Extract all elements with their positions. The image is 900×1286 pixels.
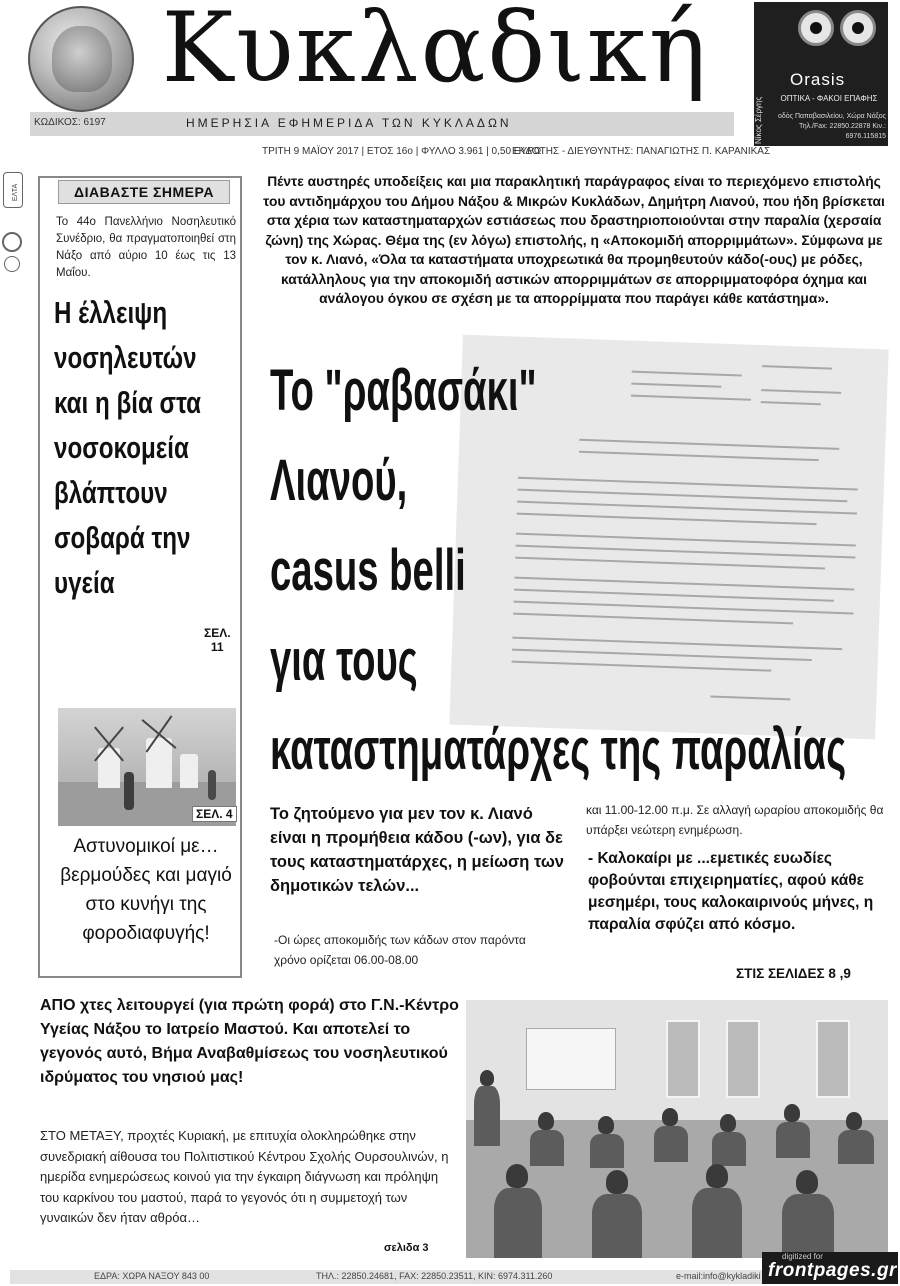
nurses-page-ref: ΣΕΛ. 11 [204, 626, 231, 654]
seminar-photo[interactable] [466, 1000, 888, 1258]
photo-page-ref: ΣΕΛ. 4 [192, 806, 237, 822]
lead-paragraph[interactable]: Πέντε αυστηρές υποδείξεις και μια παρακλητική παράγραφος είναι το περιεχόμενο επιστολής του αντιδημάρχου του Δήμου Νάξου & Μικρών Κυκλάδων, Δημήτρη Λιανού, που ήδη βρίσκεται στα χέρια των καταστηματαρχών εστιάσεως που δραστηριοποιούνται στην παραλία (χερσαία ζώνη) της Χώρας. Θέμα της (εν λόγω) επιστολής, η «Αποκομιδή απορριμμάτων». Σύμφωνα με τον κ. Λιανό, «Όλα τα καταστήματα υποχρεωτικά θα προμηθευτούν κάδο(-ους) με ρόδες, κατάλληλους για την αποκομιδή αστικών απορριμμάτων σε απορριμματοφόρα όχημα και ανάλογου όγκου σε σχέση με τα απορρίμματα που παράγει κάθε κατάστημα». [263, 174, 885, 306]
watermark-small: digitized for [782, 1252, 823, 1261]
nurses-headline[interactable]: Η έλλειψη νοσηλευτών και η βία στα νοσοκομεία βλάπτουν σοβαρά την υγεία [54, 295, 202, 600]
footer-email[interactable]: e-mail:info@kykladiki [676, 1271, 761, 1281]
publisher-info: ΕΚΔΟΤΗΣ - ΔΙΕΥΘΥΝΤΗΣ: ΠΑΝΑΓΙΩΤΗΣ Π. ΚΑΡΑΝΙΚΑΣ [512, 146, 771, 157]
breast-clinic-text: ΣΤΟ ΜΕΤΑΞΥ, προχτές Κυριακή, με επιτυχία ολοκληρώθηκε στην συνεδριακή αίθουσα του Πολιτιστικού Κέντρου Σχολής Ουρσουλινών, η ημερίδα ενημερώσεως κοινού για την έγκαιρη διάγνωση και πρόληψη του καρκίνου του μαστού, παρά το γεγονός ότι η συμμετοχή των γυναικών δεν ήταν αθρόα… [40, 1128, 449, 1225]
summer-odors-text: - Καλοκαίρι με ...εμετικές ευωδίες φοβούνται επιχειρηματίες, αφού κάθε μεσημέρι, τους καλοκαιρινούς μήνες, η παραλία σφύζει από κόσμο. [588, 850, 874, 933]
issue-info: ΤΡΙΤΗ 9 ΜΑΪΟΥ 2017 | ΕΤΟΣ 16ο | ΦΥΛΛΟ 3.961 | 0,50 ΕΥΡΩ [262, 146, 542, 157]
newspaper-title: Κυκλαδική [161, 0, 709, 104]
ad-address: οδός Παπαβασιλείου, Χώρα Νάξος Τηλ./Fax: 22850.22878 Κιν.: 6976.115815 [777, 113, 886, 140]
ad-tagline: ΟΠΤΙΚΑ - ΦΑΚΟΙ ΕΠΑΦΗΣ [780, 94, 878, 103]
issue-code: ΚΩΔΙΚΟΣ: 6197 [34, 117, 106, 128]
main-headline[interactable]: Το "ραβασάκι" Λιανού, casus belli για τους [270, 358, 537, 693]
watermark-brand: frontpages.gr [768, 1260, 897, 1281]
police-story[interactable]: Αστυνομικοί με… βερμούδες και μαγιό στο κυνήγι της φοροδιαφυγής! [60, 836, 232, 944]
footer-phones: ΤΗΛ.: 22850.24681, FAX: 22850.23511, ΚΙΝ: 6974.311.260 [316, 1271, 553, 1281]
ad-owner: Νίκος Σέργης [754, 96, 763, 144]
collection-hours-text: -Οι ώρες αποκομιδής των κάδων στον παρόντα χρόνο ορίζεται 06.00-08.00 [274, 933, 526, 967]
frontpages-watermark[interactable] [762, 1252, 898, 1284]
newspaper-subtitle: ΗΜΕΡΗΣΙΑ ΕΦΗΜΕΡΙΔΑ ΤΩΝ ΚΥΚΛΑΔΩΝ [186, 116, 512, 130]
ad-brand: Orasis [790, 70, 846, 89]
read-today-label: ΔΙΑΒΑΣΤΕ ΣΗΜΕΡΑ [58, 180, 230, 204]
congress-brief[interactable]: Το 44ο Πανελλήνιο Νοσηλευτικό Συνέδριο, θα πραγματοποιηθεί στη Νάξο από αύριο 10 έως τις 13 Μαΐου. [56, 216, 236, 279]
postal-stamp: ΕΛΤΑ [0, 172, 24, 282]
main-headline-last-line[interactable]: καταστηματάρχες της παραλίας [270, 717, 847, 782]
breast-clinic-headline[interactable]: ΑΠΟ χτες λειτουργεί (για πρώτη φορά) στο Γ.Ν.-Κέντρο Υγείας Νάξου το Ιατρείο Μαστού. Και αποτελεί το γεγονός αυτό, Βήμα Αναβαθμίσεως του νοσηλευτικού ιδρύματος του νησιού μας! [40, 997, 459, 1086]
eye-icon [840, 10, 876, 46]
main-story-page-ref: ΣΤΙΣ ΣΕΛΙΔΕΣ 8 ,9 [736, 966, 851, 981]
optics-advertisement[interactable] [740, 2, 888, 146]
footer-address: ΕΔΡΑ: ΧΩΡΑ ΝΑΞΟΥ 843 00 [94, 1271, 210, 1281]
eye-icon [798, 10, 834, 46]
main-subheadline: Το ζητούμενο για μεν τον κ. Λιανό είναι η προμήθεια κάδου (-ων), για δε τους καταστηματάρχες, η μείωση των δημοτικών τελών... [270, 805, 564, 895]
coin-logo [28, 6, 134, 112]
collection-hours-continued: και 11.00-12.00 π.μ. Σε αλλαγή ωραρίου αποκομιδής θα υπάρξει νεώτερη ενημέρωση. [586, 803, 884, 837]
breast-clinic-page-ref: σελιδα 3 [384, 1242, 429, 1254]
